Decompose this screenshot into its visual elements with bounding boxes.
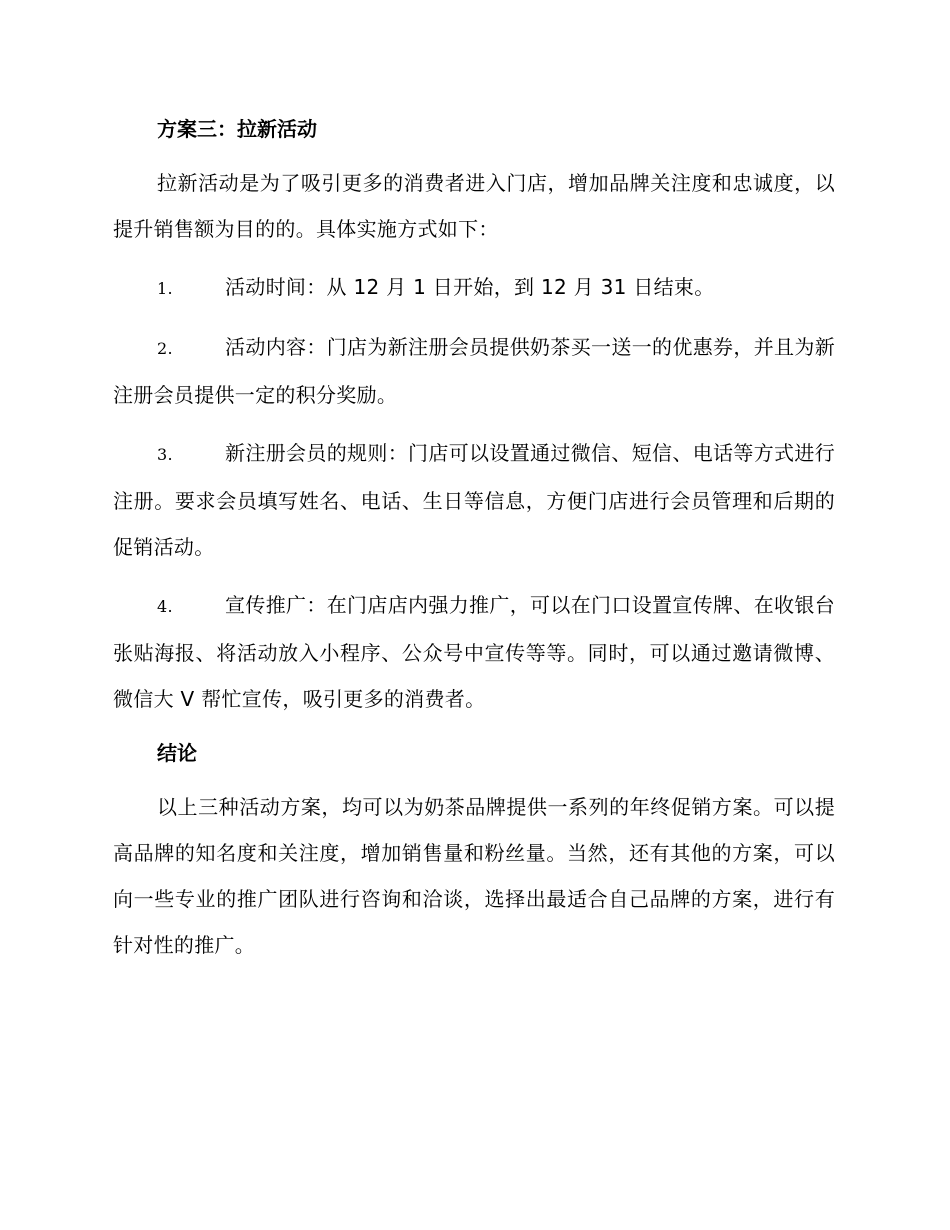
list-item-text: 新注册会员的规则：门店可以设置通过微信、短信、电话等方式进行注册。要求会员填写姓名、电话、生日等信息，方便门店进行会员管理和后期的促销活动。 — [113, 441, 835, 559]
list-item-text: 活动时间：从 12 月 1 日开始，到 12 月 31 日结束。 — [225, 275, 715, 299]
list-item-number: 2. — [157, 339, 173, 358]
section-heading-plan-three: 方案三：拉新活动 — [157, 117, 317, 141]
list-item-text: 活动内容：门店为新注册会员提供奶茶买一送一的优惠券，并且为新注册会员提供一定的积分奖励。 — [113, 335, 835, 407]
section-heading-conclusion: 结论 — [157, 741, 197, 765]
list-item — [113, 324, 835, 418]
document-body — [113, 110, 835, 980]
list-item — [113, 582, 835, 722]
list-item — [113, 264, 835, 312]
list-item-text: 宣传推广：在门店店内强力推广，可以在门口设置宣传牌、在收银台张贴海报、将活动放入小程序、公众号中宣传等等。同时，可以通过邀请微博、微信大 V 帮忙宣传，吸引更多的消费者。 — [113, 593, 835, 711]
conclusion-paragraph: 以上三种活动方案，均可以为奶茶品牌提供一系列的年终促销方案。可以提高品牌的知名度和关注度，增加销售量和粉丝量。当然，还有其他的方案，可以向一些专业的推广团队进行咨询和洽谈，选择出最适合自己品牌的方案，进行有针对性的推广。 — [113, 795, 835, 957]
list-item-number: 3. — [157, 445, 173, 464]
section-intro-paragraph: 拉新活动是为了吸引更多的消费者进入门店，增加品牌关注度和忠诚度，以提升销售额为目的的。具体实施方式如下： — [113, 171, 835, 241]
list-item-number: 1. — [157, 279, 173, 298]
list-item — [113, 430, 835, 570]
list-item-number: 4. — [157, 597, 173, 616]
